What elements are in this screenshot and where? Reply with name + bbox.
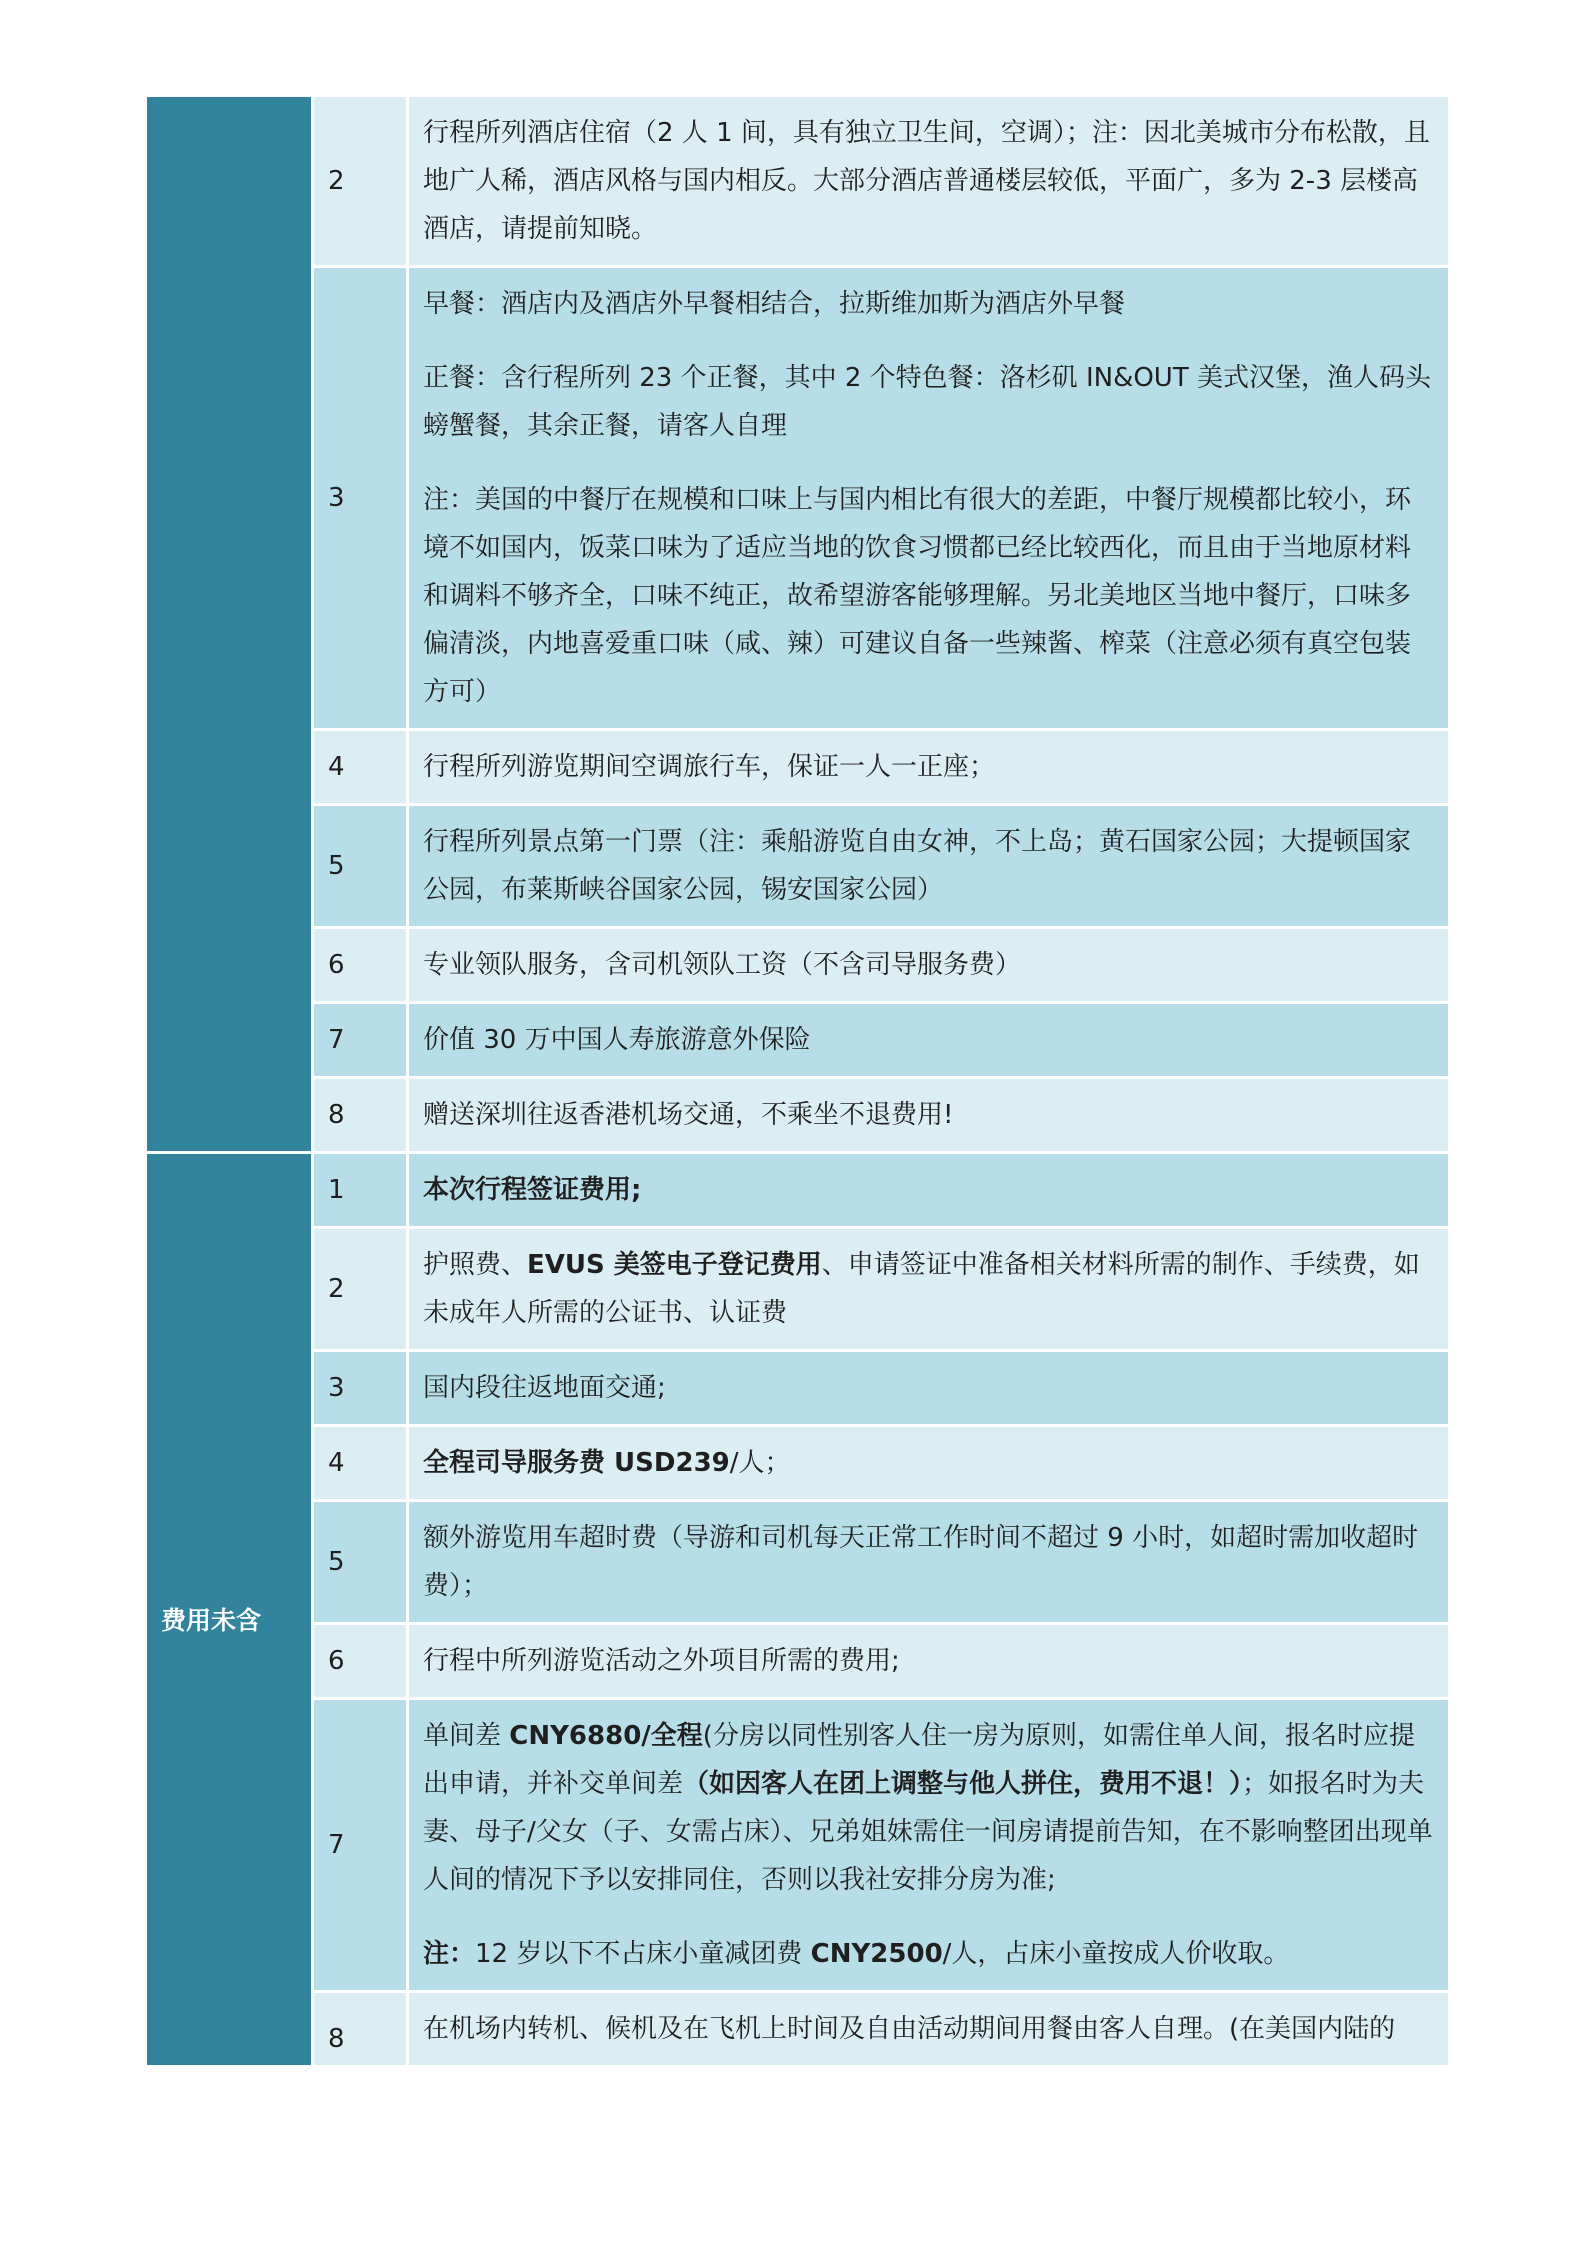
table-row <box>147 1501 1448 1624</box>
item-description <box>408 1992 1449 2067</box>
text-segment: 正餐：含行程所列 23 个正餐，其中 2 个特色餐：洛杉矶 IN&OUT 美式汉堡，渔人码头螃蟹餐，其余正餐，请客人自理 <box>423 363 1431 441</box>
text-segment: 单间差 <box>423 1721 510 1751</box>
item-paragraph <box>423 476 1436 716</box>
item-paragraph <box>423 354 1436 450</box>
item-paragraph <box>423 1364 1436 1412</box>
item-paragraph <box>423 941 1436 989</box>
item-paragraph <box>423 1514 1436 1610</box>
text-segment: 早餐：酒店内及酒店外早餐相结合，拉斯维加斯为酒店外早餐 <box>423 289 1126 319</box>
item-paragraph <box>423 1712 1436 1904</box>
table-row <box>147 730 1448 805</box>
text-segment: /人； <box>729 1448 791 1478</box>
item-paragraph <box>423 2005 1436 2053</box>
item-description <box>408 1003 1449 1078</box>
table-row <box>147 1003 1448 1078</box>
item-paragraph <box>423 1091 1436 1139</box>
bold-text: EVUS 美签电子登记费用 <box>527 1250 822 1280</box>
item-description <box>408 1078 1449 1153</box>
item-description <box>408 1153 1449 1228</box>
bold-text: CNY2500 <box>810 1939 943 1969</box>
bold-text: 注： <box>423 1939 476 1969</box>
category-label <box>161 615 311 633</box>
table-row <box>147 1699 1448 1992</box>
item-description <box>408 1426 1449 1501</box>
item-number: 4 <box>313 730 408 805</box>
item-number: 4 <box>313 1426 408 1501</box>
item-paragraph <box>423 1930 1436 1978</box>
table-row <box>147 928 1448 1003</box>
item-paragraph <box>423 743 1436 791</box>
text-segment: 行程所列酒店住宿（2 人 1 间，具有独立卫生间，空调）；注：因北美城市分布松散，且地广人稀，酒店风格与国内相反。大部分酒店普通楼层较低，平面广，多为 2-3 层楼高酒店，请提前知晓。 <box>423 118 1430 244</box>
item-paragraph <box>423 1637 1436 1685</box>
item-description <box>408 730 1449 805</box>
item-description <box>408 1501 1449 1624</box>
item-number: 7 <box>313 1003 408 1078</box>
table-row <box>147 1153 1448 1228</box>
fee-table <box>147 97 1448 2068</box>
table-row <box>147 1078 1448 1153</box>
bold-text: （如因客人在团上调整与他人拼住，费用不退！） <box>683 1769 1243 1799</box>
table-row <box>147 97 1448 267</box>
item-number: 2 <box>313 97 408 267</box>
item-number: 3 <box>313 1351 408 1426</box>
table-row <box>147 1228 1448 1351</box>
item-description <box>408 805 1449 928</box>
text-segment: 价值 30 万中国人寿旅游意外保险 <box>423 1025 811 1055</box>
text-segment: 行程所列景点第一门票（注：乘船游览自由女神，不上岛；黄石国家公园；大提顿国家公园，布莱斯峡谷国家公园，锡安国家公园） <box>423 827 1412 905</box>
item-number: 1 <box>313 1153 408 1228</box>
text-segment: 额外游览用车超时费（导游和司机每天正常工作时间不超过 9 小时，如超时需加收超时费）； <box>423 1523 1419 1601</box>
table-row <box>147 267 1448 730</box>
item-paragraph <box>423 109 1436 253</box>
table-row <box>147 1992 1448 2067</box>
text-segment: 护照费、 <box>423 1250 528 1280</box>
text-segment: ；如报名时为夫妻、母子/父女（子、女需占床）、兄弟姐妹需住一间房请提前告知，在不影响整团出现单人间的情况下予以安排同住，否则以我社安排分房为准; <box>423 1769 1433 1895</box>
text-segment: 赠送深圳往返香港机场交通，不乘坐不退费用! <box>423 1100 954 1130</box>
item-description <box>408 1699 1449 1992</box>
item-number: 6 <box>313 1624 408 1699</box>
table-row <box>147 1351 1448 1426</box>
category-cell <box>147 97 313 1153</box>
item-number: 5 <box>313 805 408 928</box>
text-segment: 在机场内转机、候机及在飞机上时间及自由活动期间用餐由客人自理。(在美国内陆的 <box>423 2014 1396 2044</box>
bold-text: 全程司导服务费 USD239 <box>423 1448 730 1478</box>
item-paragraph <box>423 280 1436 328</box>
item-paragraph <box>423 1166 1436 1214</box>
item-description <box>408 1624 1449 1699</box>
text-segment: 12 岁以下不占床小童减团费 <box>475 1939 811 1969</box>
item-paragraph <box>423 818 1436 914</box>
text-segment: 专业领队服务，含司机领队工资（不含司导服务费） <box>423 950 1022 980</box>
bold-text: 本次行程签证费用; <box>423 1175 642 1205</box>
item-number: 2 <box>313 1228 408 1351</box>
item-description <box>408 267 1449 730</box>
item-number: 7 <box>313 1699 408 1992</box>
category-label: 费用未含 <box>161 1605 262 1635</box>
item-number: 8 <box>313 1078 408 1153</box>
item-paragraph <box>423 1016 1436 1064</box>
table-row <box>147 805 1448 928</box>
category-cell <box>147 1153 313 2067</box>
text-segment: 行程中所列游览活动之外项目所需的费用; <box>423 1646 900 1676</box>
item-description <box>408 97 1449 267</box>
text-segment: (分房以同性别客人住一房为原则，如需住单人间，报名时应提出申请，并补交单间差 <box>423 1721 1415 1799</box>
table-row <box>147 1624 1448 1699</box>
bold-text: CNY6880/全程 <box>509 1721 703 1751</box>
item-number: 6 <box>313 928 408 1003</box>
item-number: 8 <box>313 1992 408 2067</box>
table-row <box>147 1426 1448 1501</box>
item-description <box>408 1228 1449 1351</box>
text-segment: /人，占床小童按成人价收取。 <box>942 1939 1290 1969</box>
text-segment: 行程所列游览期间空调旅行车，保证一人一正座； <box>423 752 996 782</box>
item-description <box>408 928 1449 1003</box>
item-number: 3 <box>313 267 408 730</box>
text-segment: 注：美国的中餐厅在规模和口味上与国内相比有很大的差距，中餐厅规模都比较小，环境不如国内，饭菜口味为了适应当地的饮食习惯都已经比较西化，而且由于当地原材料和调料不够齐全，口味不纯正，故希望游客能够理解。另北美地区当地中餐厅，口味多偏清淡，内地喜爱重口味（咸、辣）可建议自备一些辣酱、榨菜（注意必须有真空包装方可） <box>423 485 1412 707</box>
text-segment: 、申请签证中准备相关材料所需的制作、手续费，如未成年人所需的公证书、认证费 <box>423 1250 1420 1328</box>
text-segment: 国内段往返地面交通; <box>423 1373 666 1403</box>
item-number: 5 <box>313 1501 408 1624</box>
item-paragraph <box>423 1241 1436 1337</box>
item-paragraph <box>423 1439 1436 1487</box>
item-description <box>408 1351 1449 1426</box>
